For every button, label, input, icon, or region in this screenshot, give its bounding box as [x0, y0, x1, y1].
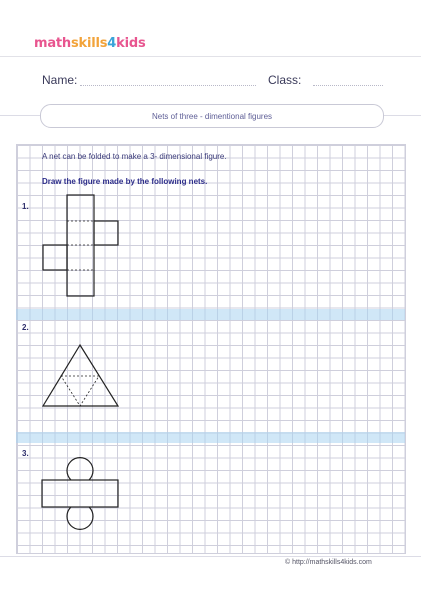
problem-number-3: 3.: [22, 449, 29, 458]
cube-net-right-face: [94, 221, 118, 245]
footer-divider: [0, 556, 421, 557]
logo-text-skills: skills: [71, 36, 108, 51]
logo-text-4: 4: [107, 36, 117, 51]
logo-text-kids: kids: [116, 36, 146, 51]
problem-number-2: 2.: [22, 323, 29, 332]
cube-net: [43, 195, 118, 296]
cube-net-left-face: [43, 245, 67, 270]
cylinder-body-rectangle: [42, 480, 118, 507]
name-label: Name:: [42, 73, 78, 87]
cube-net-column: [67, 195, 94, 296]
tetrahedron-outer-triangle: [43, 345, 118, 406]
cylinder-net: [42, 458, 118, 530]
class-label: Class:: [268, 73, 302, 87]
logo-text-math: math: [34, 36, 71, 51]
tetrahedron-inner-folds: [61, 376, 99, 406]
problem-number-1: 1.: [22, 202, 29, 211]
copyright-text: © http://mathskills4kids.com: [285, 559, 372, 566]
intro-text: A net can be folded to make a 3- dimensional figure.: [42, 152, 227, 161]
cylinder-top-circle: [67, 458, 93, 480]
tetrahedron-net: [43, 345, 118, 406]
worksheet-title-text: Nets of three - dimentional figures: [151, 111, 273, 121]
cylinder-bottom-circle: [67, 507, 93, 529]
instruction-text: Draw the figure made by the following nets.: [42, 177, 208, 186]
